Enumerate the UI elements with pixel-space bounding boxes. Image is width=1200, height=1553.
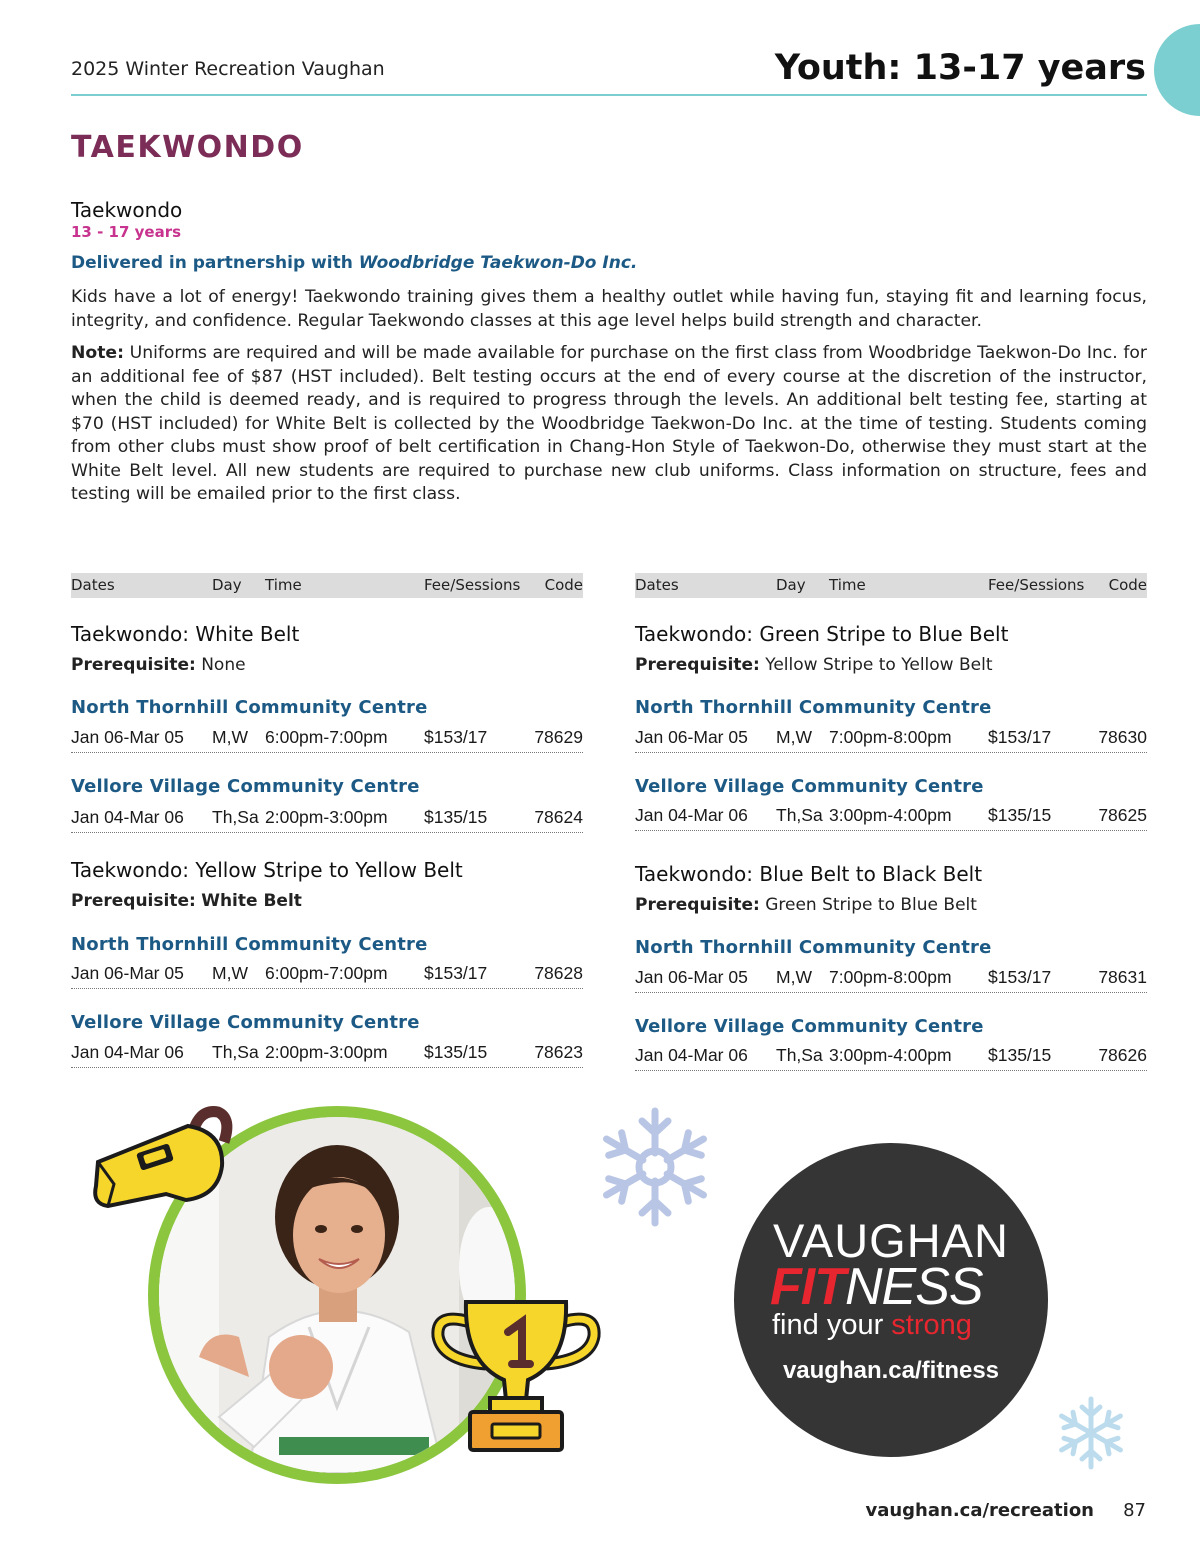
course-prerequisite (71, 655, 583, 681)
note-text: Uniforms are required and will be made available for purchase on the first class from Woodbridge Taekwon-Do Inc. for an additional fee of $87 (HST included). Belt testing occurs at the end of every course at the discretion of the instructor, when the child is deemed ready, and is required to progress through the levels. An additional belt testing fee, starting at $70 (HST included) for White Belt is collected by the Woodbridge Taekwon-Do Inc. at the time of testing. Students coming from other clubs must show proof of belt certification in Chang-Hon Style of Taekwon-Do, otherwise they must start at the White Belt level. All new students are required to purchase new club uniforms. Class information on structure, fees and testing will be emailed prior to the first class. (71, 343, 1148, 504)
row-day: Th,Sa (212, 1042, 259, 1062)
promo-ness: NESS (844, 1258, 983, 1316)
row-fee: $153/17 (988, 967, 1052, 987)
row-day: M,W (212, 963, 248, 983)
venue-name: North Thornhill Community Centre (635, 937, 992, 958)
row-time: 3:00pm-4:00pm (829, 805, 952, 825)
schedule-row (71, 805, 583, 833)
header-code: Code (1108, 576, 1147, 594)
row-fee: $135/15 (424, 807, 488, 827)
row-dates: Jan 04-Mar 06 (71, 807, 184, 827)
row-dates: Jan 06-Mar 05 (71, 727, 184, 747)
row-code: 78625 (1098, 805, 1147, 825)
row-time: 3:00pm-4:00pm (829, 1045, 952, 1065)
row-code: 78629 (534, 727, 583, 747)
snowflake-icon (1052, 1394, 1130, 1472)
publication-title: 2025 Winter Recreation Vaughan (71, 58, 385, 80)
row-day: Th,Sa (776, 805, 823, 825)
snowflake-icon (588, 1100, 722, 1234)
page-title: TAEKWONDO (71, 130, 304, 165)
schedule-row (71, 1040, 583, 1068)
header-time: Time (829, 576, 866, 594)
row-code: 78630 (1098, 727, 1147, 747)
header-fee: Fee/Sessions (988, 576, 1085, 594)
trophy-icon (430, 1292, 602, 1456)
row-code: 78623 (534, 1042, 583, 1062)
program-age: 13 - 17 years (71, 223, 182, 241)
row-code: 78624 (534, 807, 583, 827)
promo-fitness-wordmark (770, 1257, 983, 1317)
row-dates: Jan 04-Mar 06 (71, 1042, 184, 1062)
row-fee: $153/17 (424, 727, 488, 747)
prereq-label: Prerequisite: (71, 891, 196, 911)
row-fee: $153/17 (424, 963, 488, 983)
header-dates: Dates (635, 576, 679, 594)
vaughan-fitness-promo[interactable] (734, 1143, 1048, 1457)
prereq-label: Prerequisite: (635, 895, 760, 915)
venue-name: Vellore Village Community Centre (635, 1016, 984, 1037)
row-time: 6:00pm-7:00pm (265, 963, 388, 983)
partner-line (71, 253, 637, 273)
venue-name: North Thornhill Community Centre (635, 697, 992, 718)
prereq-value: None (201, 655, 246, 675)
row-day: M,W (776, 967, 812, 987)
table-header (635, 573, 1147, 598)
header-day: Day (212, 576, 242, 594)
venue-name: Vellore Village Community Centre (635, 776, 984, 797)
row-day: Th,Sa (776, 1045, 823, 1065)
row-time: 7:00pm-8:00pm (829, 727, 952, 747)
promo-brand: VAUGHAN (773, 1214, 1009, 1267)
venue-name: Vellore Village Community Centre (71, 1012, 420, 1033)
header-dates: Dates (71, 576, 115, 594)
prereq-label: Prerequisite: (635, 655, 760, 675)
course-title: Taekwondo: Blue Belt to Black Belt (635, 862, 983, 886)
row-fee: $135/15 (424, 1042, 488, 1062)
row-code: 78628 (534, 963, 583, 983)
partner-prefix: Delivered in partnership with (71, 253, 353, 273)
schedule-row (71, 725, 583, 753)
course-title: Taekwondo: White Belt (71, 622, 300, 646)
row-day: M,W (776, 727, 812, 747)
schedule-row (71, 961, 583, 989)
venue-name: North Thornhill Community Centre (71, 697, 428, 718)
row-code: 78631 (1098, 967, 1147, 987)
prereq-label: Prerequisite: (71, 655, 196, 675)
row-dates: Jan 06-Mar 05 (635, 967, 748, 987)
row-time: 7:00pm-8:00pm (829, 967, 952, 987)
row-fee: $153/17 (988, 727, 1052, 747)
section-heading: Youth: 13-17 years (774, 48, 1146, 88)
corner-tab (1154, 24, 1200, 116)
schedule-row (635, 1043, 1147, 1071)
promo-tagline (772, 1309, 972, 1342)
row-dates: Jan 04-Mar 06 (635, 1045, 748, 1065)
header-code: Code (544, 576, 583, 594)
schedule-row (635, 725, 1147, 753)
row-time: 6:00pm-7:00pm (265, 727, 388, 747)
row-day: Th,Sa (212, 807, 259, 827)
promo-fit: FIT (770, 1258, 845, 1316)
header-fee: Fee/Sessions (424, 576, 521, 594)
schedule-row (635, 803, 1147, 831)
prereq-value: Green Stripe to Blue Belt (765, 895, 977, 915)
venue-name: Vellore Village Community Centre (71, 776, 420, 797)
header-day: Day (776, 576, 806, 594)
page-number: 87 (1123, 1500, 1146, 1521)
course-title: Taekwondo: Green Stripe to Blue Belt (635, 622, 1009, 646)
promo-url-link[interactable]: vaughan.ca/fitness (782, 1357, 1000, 1384)
schedule-column-left (71, 573, 583, 1062)
course-prerequisite (635, 895, 1147, 921)
promo-tag-accent: strong (891, 1309, 972, 1341)
footer-url-link[interactable]: vaughan.ca/recreation (865, 1500, 1094, 1521)
course-prerequisite (71, 891, 583, 917)
header-divider (71, 94, 1147, 96)
program-description: Kids have a lot of energy! Taekwondo training gives them a healthy outlet while having fun, staying fit and learning focus, integrity, and confidence. Regular Taekwondo classes at this age level helps build strength and character. (71, 287, 1147, 331)
schedule-row (635, 965, 1147, 993)
row-fee: $135/15 (988, 805, 1052, 825)
header-time: Time (265, 576, 302, 594)
course-block (71, 622, 583, 827)
prereq-value: Yellow Stripe to Yellow Belt (765, 655, 993, 675)
course-block (635, 622, 1147, 825)
program-note (71, 342, 1147, 507)
course-block (71, 858, 583, 1062)
course-title: Taekwondo: Yellow Stripe to Yellow Belt (71, 858, 463, 882)
prereq-value: White Belt (201, 891, 302, 911)
row-code: 78626 (1098, 1045, 1147, 1065)
row-dates: Jan 04-Mar 06 (635, 805, 748, 825)
row-time: 2:00pm-3:00pm (265, 807, 388, 827)
promo-tag-prefix: find your (772, 1309, 884, 1341)
row-day: M,W (212, 727, 248, 747)
schedule-column-right (635, 573, 1147, 1065)
course-block (635, 862, 1147, 1065)
table-header (71, 573, 583, 598)
note-label: Note: (71, 343, 124, 363)
whistle-icon (86, 1104, 236, 1214)
row-dates: Jan 06-Mar 05 (635, 727, 748, 747)
row-dates: Jan 06-Mar 05 (71, 963, 184, 983)
program-name: Taekwondo (71, 198, 183, 222)
venue-name: North Thornhill Community Centre (71, 934, 428, 955)
row-time: 2:00pm-3:00pm (265, 1042, 388, 1062)
row-fee: $135/15 (988, 1045, 1052, 1065)
partner-name: Woodbridge Taekwon-Do Inc. (358, 253, 638, 273)
course-prerequisite (635, 655, 1147, 681)
